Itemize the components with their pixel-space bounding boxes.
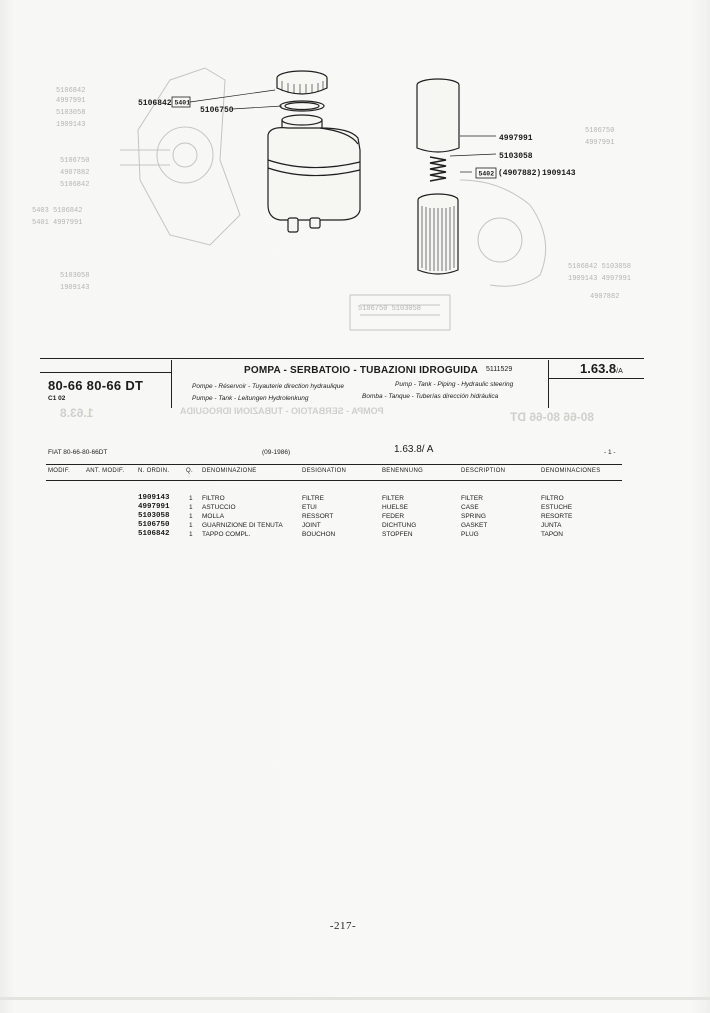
svg-text:5103058: 5103058 [60, 272, 90, 280]
th-denominazione: DENOMINAZIONE [202, 468, 257, 474]
table-top-rule [46, 464, 622, 465]
table-row-en: FILTER [461, 495, 483, 502]
table-row-it: MOLLA [202, 513, 225, 520]
page-index: - 1 - [604, 449, 616, 456]
exploded-parts-diagram [20, 40, 660, 350]
page-number: -217- [329, 920, 357, 932]
table-row-code: 5106750 [138, 521, 170, 529]
label-cap: 5106842 [138, 99, 172, 108]
svg-text:5106750: 5106750 [60, 157, 90, 165]
table-row-qty: 1 [189, 495, 193, 502]
table-row-qty: 1 [189, 531, 193, 538]
table-row-fr: BOUCHON [302, 531, 336, 538]
col-spanish [541, 494, 572, 539]
table-row-fr: ETUI [302, 504, 317, 511]
svg-text:1909143: 1909143 [56, 121, 86, 129]
model-line: FIAT 80-66-80-66DT [48, 449, 108, 456]
svg-text:4997991: 4997991 [56, 97, 86, 105]
table-row-qty: 1 [189, 504, 193, 511]
table-row-en: PLUG [461, 531, 479, 538]
table-row-it: FILTRO [202, 495, 225, 502]
table-row-fr: JOINT [302, 522, 321, 529]
svg-text:4907882: 4907882 [590, 293, 620, 301]
th-benennung: BENENNUNG [382, 468, 424, 474]
th-designation: DESIGNATION [302, 468, 347, 474]
table-row-qty: 1 [189, 513, 193, 520]
col-english [461, 494, 487, 539]
section-number: 1.63.8/A [580, 361, 623, 376]
table-header-rule [46, 480, 622, 481]
ref-box-cap: 5401 [174, 99, 191, 107]
th-description: DESCRIPTION [461, 468, 506, 474]
th-denominaciones: DENOMINACIONES [541, 468, 601, 474]
group-title: POMPA - SERBATOIO - TUBAZIONI IDROGUIDA [244, 365, 479, 376]
ref-box-filter: 5402 [478, 170, 495, 178]
table-row-es: TAPON [541, 531, 563, 538]
svg-text:1909143 4997991: 1909143 4997991 [568, 275, 632, 283]
svg-text:4907882: 4907882 [60, 169, 90, 177]
subtitle-es: Bomba - Tanque - Tuberías dirección hidráulica [362, 393, 499, 400]
col-part-codes [138, 494, 170, 539]
table-row-de: FEDER [382, 513, 405, 520]
label-filter: 1909143 [542, 169, 576, 178]
svg-text:1909143: 1909143 [60, 284, 90, 292]
table-row-de: STOPFEN [382, 531, 413, 538]
bleed-through-models: 80-66 80-66 DT [510, 410, 595, 424]
col-quantity [189, 494, 193, 539]
svg-text:5103058: 5103058 [56, 109, 86, 117]
table-row-qty: 1 [189, 522, 193, 529]
group-title-code: 5111529 [486, 366, 513, 373]
label-filter-old: (4907882) [498, 169, 542, 178]
th-q: Q. [186, 468, 193, 474]
table-row-de: HUELSE [382, 504, 409, 511]
table-row-es: JUNTA [541, 522, 562, 529]
label-gasket: 5106750 [200, 106, 234, 115]
page-reference: 1.63.8/ A [394, 444, 434, 455]
th-ant-modif: ANT. MODIF. [86, 468, 125, 474]
svg-text:5106842 5103058: 5106842 5103058 [568, 263, 632, 271]
subtitle-de: Pumpe - Tank - Leitungen Hydrolenkung [192, 395, 309, 402]
label-case: 4997991 [499, 134, 533, 143]
table-row-code: 5103058 [138, 512, 170, 520]
catalog-header [40, 358, 644, 411]
th-modif: MODIF. [48, 468, 71, 474]
table-row-it: ASTUCCIO [202, 504, 236, 511]
date-ref: (09-1986) [262, 449, 291, 456]
table-row-es: FILTRO [541, 495, 564, 502]
col-italian [202, 494, 283, 539]
table-row-en: GASKET [461, 522, 488, 529]
bleed-through-section: 1.63.8 [60, 406, 94, 420]
svg-text:5106750 5103058: 5106750 5103058 [358, 305, 422, 313]
table-row-fr: RESSORT [302, 513, 334, 520]
table-row-en: SPRING [461, 513, 486, 520]
subtitle-fr: Pompe - Réservoir - Tuyauterie direction hydraulique [192, 383, 344, 390]
svg-text:5106842: 5106842 [56, 87, 86, 95]
th-n-ordin: N. ORDIN. [138, 468, 170, 474]
table-row-de: FILTER [382, 495, 404, 502]
page-edge [0, 997, 710, 1000]
bleed-through-title: POMPA - SERBATOIO - TUBAZIONI IDROGUIDA [180, 406, 384, 416]
table-row-it: TAPPO COMPL. [202, 531, 251, 538]
table-row-code: 1909143 [138, 494, 170, 502]
svg-text:5106842: 5106842 [60, 181, 90, 189]
svg-text:4997991: 4997991 [585, 139, 615, 147]
table-row-code: 4997991 [138, 503, 170, 511]
col-french [302, 494, 335, 539]
table-row-code: 5106842 [138, 530, 170, 538]
filter-assembly-drawing [417, 79, 459, 274]
model-names: 80-66 80-66 DT [48, 378, 144, 393]
svg-text:5403 5106842: 5403 5106842 [32, 207, 83, 215]
subtitle-en: Pump - Tank - Piping - Hydraulic steering [395, 381, 514, 388]
table-row-es: RESORTE [541, 513, 573, 520]
table-row-fr: FILTRE [302, 495, 324, 502]
reservoir-tank-drawing [268, 71, 360, 232]
label-spring: 5103058 [499, 152, 533, 161]
table-row-es: ESTUCHE [541, 504, 573, 511]
svg-text:5106750: 5106750 [585, 127, 615, 135]
svg-text:5401 4997991: 5401 4997991 [32, 219, 83, 227]
table-row-it: GUARNIZIONE DI TENUTA [202, 522, 283, 529]
table-row-de: DICHTUNG [382, 522, 417, 529]
table-row-en: CASE [461, 504, 479, 511]
model-sub-code: C1 02 [48, 395, 66, 402]
col-german [382, 494, 416, 539]
